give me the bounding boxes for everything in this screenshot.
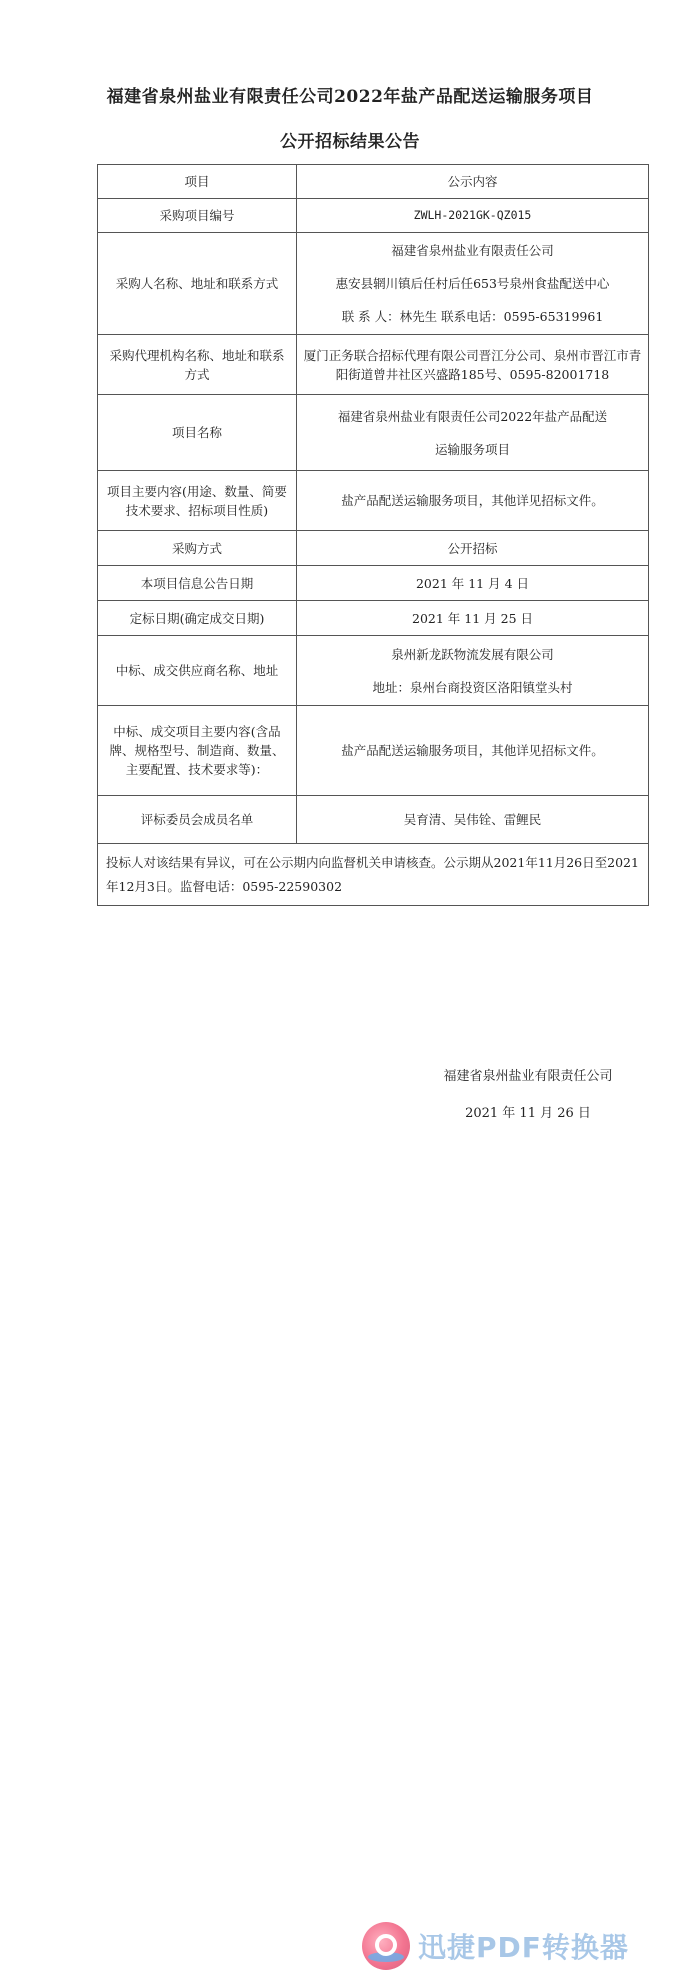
table-row	[98, 706, 649, 796]
row-label: 本项目信息公告日期	[98, 566, 297, 601]
watermark	[362, 1918, 629, 1974]
row-label: 采购代理机构名称、地址和联系方式	[98, 335, 297, 395]
table-row	[98, 199, 649, 233]
row-label: 中标、成交供应商名称、地址	[98, 636, 297, 706]
row-value-line: 福建省泉州盐业有限责任公司	[391, 243, 554, 258]
table-footnote-row	[98, 844, 649, 906]
row-label: 项目名称	[98, 395, 297, 471]
signature-company: 福建省泉州盐业有限责任公司	[443, 1069, 613, 1084]
signature-date: 2021 年 11 月 26 日	[465, 1106, 591, 1121]
document-title-line1: 福建省泉州盐业有限责任公司2022年盐产品配送运输服务项目	[106, 87, 594, 107]
row-value: 公开招标	[297, 531, 649, 566]
objection-note: 投标人对该结果有异议，可在公示期内向监督机关申请核查。公示期从2021年11月26日至2021年12月3日。监督电话：0595-22590302	[98, 844, 649, 906]
row-value: 2021 年 11 月 4 日	[297, 566, 649, 601]
row-label: 中标、成交项目主要内容(含品牌、规格型号、制造商、数量、主要配置、技术要求等)：	[98, 706, 297, 796]
row-value-line: 泉州新龙跃物流发展有限公司	[391, 646, 554, 662]
row-value	[297, 395, 649, 471]
row-value	[297, 233, 649, 335]
document-title-line2: 公开招标结果公告	[280, 132, 420, 152]
row-value-line: 地址：泉州台商投资区洛阳镇堂头村	[372, 679, 573, 695]
table-row	[98, 395, 649, 471]
table-row	[98, 796, 649, 844]
table-row	[98, 335, 649, 395]
table-row	[98, 636, 649, 706]
row-value-line: 运输服务项目	[434, 441, 510, 457]
row-value: 厦门正务联合招标代理有限公司晋江分公司、泉州市晋江市青阳街道曾井社区兴盛路185号、0595-82001718	[297, 335, 649, 395]
row-label: 评标委员会成员名单	[98, 796, 297, 844]
table-row	[98, 233, 649, 335]
row-value-line: 惠安县辋川镇后任村后任653号泉州食盐配送中心	[335, 276, 610, 291]
row-value: 盐产品配送运输服务项目，其他详见招标文件。	[297, 706, 649, 796]
app-logo-icon	[362, 1922, 410, 1970]
table-row	[98, 471, 649, 531]
row-label: 采购方式	[98, 531, 297, 566]
row-value	[297, 636, 649, 706]
watermark-text: 迅捷PDF转换器	[418, 1931, 629, 1964]
table-row	[98, 566, 649, 601]
row-value: ZWLH-2021GK-QZ015	[297, 199, 649, 233]
table-row	[98, 601, 649, 636]
table-row	[98, 531, 649, 566]
row-label: 定标日期(确定成交日期)	[98, 601, 297, 636]
header-item: 项目	[98, 165, 297, 199]
row-value: 盐产品配送运输服务项目，其他详见招标文件。	[297, 471, 649, 531]
row-value: 吴育清、吴伟铨、雷鲤民	[297, 796, 649, 844]
row-label: 项目主要内容(用途、数量、简要技术要求、招标项目性质)	[98, 471, 297, 531]
row-value-line: 福建省泉州盐业有限责任公司2022年盐产品配送	[337, 408, 608, 424]
row-label: 采购人名称、地址和联系方式	[98, 233, 297, 335]
table-header-row	[98, 165, 649, 199]
header-content: 公示内容	[297, 165, 649, 199]
row-value-line: 联 系 人：林先生 联系电话：0595-65319961	[341, 309, 604, 324]
row-value: 2021 年 11 月 25 日	[297, 601, 649, 636]
row-label: 采购项目编号	[98, 199, 297, 233]
result-table	[97, 164, 649, 906]
